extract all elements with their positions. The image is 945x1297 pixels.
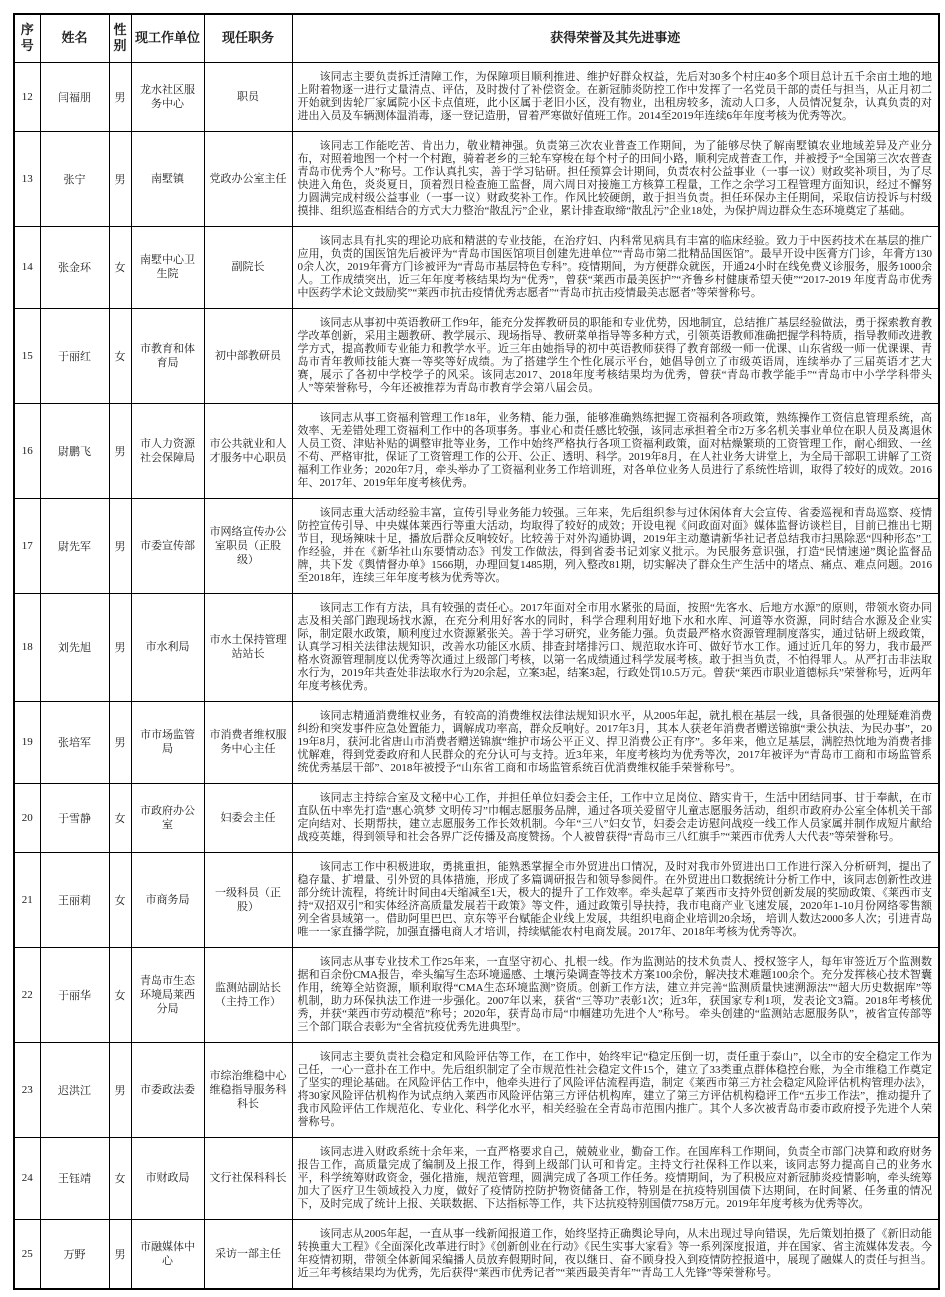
cell-gender: 男 — [109, 701, 131, 783]
table-row — [14, 1042, 939, 1137]
cell-unit: 南墅中心卫生院 — [131, 226, 204, 308]
cell-unit: 市融媒体中心 — [131, 1219, 204, 1289]
cell-deeds: 该同志主要负责拆迁清障工作，为保障项目顺利推进、维护好群众权益，先后对30多个村庄40多个项目总计五千余亩土地的地上附着物逐一进行丈量清点、评估，及时拨付了补偿资金。在新冠肺炎防控工作中发挥了一名党员干部的责任与担当，从正月初二开始就到齿轮厂家属院小区卡点值班，此小区属于老旧小区，没有物业，出租房较多，流动人口多，人员情况复杂，认真负责的对进出入员及车辆测体温消毒，逐一登记造册，冒着严寒做好值班工作。2014至2019年连续6年年度考核为优秀等次。 — [292, 62, 939, 131]
cell-unit: 市商务局 — [131, 852, 204, 947]
cell-name: 王丽莉 — [40, 852, 109, 947]
cell-name: 迟洪江 — [40, 1042, 109, 1137]
cell-position: 采访一部主任 — [204, 1219, 292, 1289]
cell-serial: 23 — [14, 1042, 40, 1137]
cell-deeds: 该同志精通消费维权业务，有较高的消费维权法律法规知识水平，从2005年起，就扎根在基层一线，具备很强的处理疑难消费纠纷和突发事件应急处置能力，调解成功率高，群众反响好。2017年3月，其本人获老年消费者赠送锦旗“秉公执法、为民办事”，2019年8月，获河北省唐山市消费者赠送锦旗“维护市场公平正义、捍卫消费公正有序”。多年来，他立足基层，满腔热忱地为消费者排忧解难，得到党委政府和人民群众的充分认可与支持。近3年来，年度考核均为优秀等次，2017年被评为“青岛市工商和市场监管系统优秀基层干部”、2018年被授予“山东省工商和市场监管系统百优消费维权能手荣誉称号”。 — [292, 701, 939, 783]
cell-gender: 男 — [109, 62, 131, 131]
cell-gender: 女 — [109, 226, 131, 308]
cell-serial: 24 — [14, 1137, 40, 1219]
cell-serial: 12 — [14, 62, 40, 131]
cell-position: 党政办公室主任 — [204, 131, 292, 226]
cell-serial: 16 — [14, 403, 40, 498]
header-row — [14, 14, 939, 62]
cell-serial: 21 — [14, 852, 40, 947]
cell-name: 刘先旭 — [40, 593, 109, 701]
honors-table — [13, 13, 940, 1290]
table-row — [14, 852, 939, 947]
cell-position: 市网络宣传办公室职员（正股级） — [204, 498, 292, 593]
table-row — [14, 1137, 939, 1219]
table-row — [14, 1219, 939, 1289]
cell-position: 职员 — [204, 62, 292, 131]
header-position: 现任职务 — [204, 14, 292, 62]
table-row — [14, 403, 939, 498]
cell-unit: 市委政法委 — [131, 1042, 204, 1137]
cell-deeds: 该同志工作能吃苦、肯出力，敬业精神强。负责第三次农业普查工作期间，为了能够尽快了解南墅镇农业地域差异及产业分布，对照着地图一个村一个村跑，骑着老乡的三轮车穿梭在每个村子的田间小路，顺利完成普查工作，并被授予“全国第三次农普查青岛市优秀个人”称号。工作认真扎实，善于学习钻研。担任预算会计期间，负责农村公益事业（一事一议）财政奖补项目，为了尽快进入角色，炎炎夏日，顶着烈日检查施工监督，周六周日对接施工方核算工程量，工作之余学习工程管理方面知识，经过不懈努力圆满完成村级公益事业（一事一议）财政奖补工作。作风比较硬朗，敢于担当负责。担任环保办主任期间，采取信访投诉与村级摸排、组织巡查相结合的方式大力整治“散乱污”企业，累计排查取缔“散乱污”企业18处，为保护周边群众生态环境奠定了基础。 — [292, 131, 939, 226]
cell-gender: 男 — [109, 498, 131, 593]
cell-gender: 男 — [109, 593, 131, 701]
cell-serial: 25 — [14, 1219, 40, 1289]
cell-deeds: 该同志从2005年起，一直从事一线新闻报道工作，始终坚持正确舆论导向，从未出现过导向错误，先后策划拍摄了《新旧动能转换重大工程》《全面深化改革进行时》《创新创业在行动》《民生实事大家看》等一系列深度报道，并在国家、省主流媒体发表。今年疫情初期，带领全体新闻采编播人员放弃假期时间，夜以继日、奋不顾身投入到疫情防控报道中，展现了融媒人的责任与担当。近三年考核结果均为优秀，先后获得“莱西市优秀记者”“莱西最美青年”“青岛工人先锋”等荣誉称号。 — [292, 1219, 939, 1289]
cell-serial: 13 — [14, 131, 40, 226]
cell-position: 市综治维稳中心维稳指导服务科科长 — [204, 1042, 292, 1137]
cell-name: 张宁 — [40, 131, 109, 226]
table-row — [14, 593, 939, 701]
header-deeds: 获得荣誉及其先进事迹 — [292, 14, 939, 62]
table-row — [14, 783, 939, 852]
cell-gender: 男 — [109, 403, 131, 498]
cell-serial: 20 — [14, 783, 40, 852]
header-unit: 现工作单位 — [131, 14, 204, 62]
cell-position: 监测站副站长（主持工作） — [204, 947, 292, 1042]
cell-gender: 男 — [109, 1042, 131, 1137]
cell-gender: 男 — [109, 131, 131, 226]
table-row — [14, 131, 939, 226]
cell-serial: 14 — [14, 226, 40, 308]
cell-gender: 女 — [109, 1137, 131, 1219]
cell-unit: 市财政局 — [131, 1137, 204, 1219]
header-serial: 序号 — [14, 14, 40, 62]
cell-gender: 女 — [109, 947, 131, 1042]
cell-unit: 市水利局 — [131, 593, 204, 701]
cell-gender: 女 — [109, 852, 131, 947]
cell-deeds: 该同志主要负责社会稳定和风险评估等工作，在工作中，始终牢记“稳定压倒一切，责任重于泰山”，以全市的安全稳定工作为己任，一心一意扑在工作中。先后组织制定了全市规范性社会稳定文件15个，建立了33类重点群体稳控台账，为全市维稳工作奠定了坚实的理论基础。在风险评估工作中，他牵头进行了风险评估流程再造，制定《莱西市第三方社会稳定风险评估机构管理办法》，将30家风险评估机构作为试点纳入莱西市风险评估第三方评估机构库，建立了第三方评估机构稳评工作“五步工作法”，推动提升了我市风险评估工作规范化、专业化、科学化水平，相关经验在全青岛市范围内推广。其个人多次被青岛市委市政府授予先进个人荣誉称号。 — [292, 1042, 939, 1137]
cell-name: 张金环 — [40, 226, 109, 308]
cell-serial: 22 — [14, 947, 40, 1042]
cell-serial: 15 — [14, 308, 40, 403]
table-row — [14, 308, 939, 403]
cell-gender: 女 — [109, 783, 131, 852]
cell-deeds: 该同志从事专业技术工作25年来，一直坚守初心、扎根一线。作为监测站的技术负责人、授权签字人，每年审签近万个监测数据和百余份CMA报告，牵头编写生态环境遥感、土壤污染调查等技术方案100余份，解决技术难题100余个。充分发挥核心技术智囊作用，统筹全站资源，顺利取得“CMA生态环境监测”资质。创新工作方法，建立并完善“监测质量快速溯源法”“超大历史数据库”等机制，助力环保执法工作进一步强化。2007年以来，获省“三等功”表彰1次；近3年，获国家专利1项，发表论文3篇。2018年考核优秀，并获“莱西市劳动模范”称号；2020年，获青岛市局“巾帼建功先进个人”称号。 牵头创建的“监测站志愿服务队”，被省宣传部等三个部门联合表彰为“全省抗疫优秀先进典型”。 — [292, 947, 939, 1042]
cell-deeds: 该同志具有扎实的理论功底和精湛的专业技能，在治疗妇、内科常见病具有丰富的临床经验。致力于中医药技术在基层的推广应用，负责的国医馆先后被评为“青岛市国医馆项目创建先进单位”“青岛市第二批精品国医馆”。最早开设中医膏方门诊，年膏方1300余人次，2019年膏方门诊被评为“青岛市基层特色专科”。疫情期间，为方便群众就医，开通24小时在线免费义诊服务，服务1000余人。工作成绩突出，近三年年度考核结果均为“优秀”，曾获“莱西市最美医护”“齐鲁乡村健康希望天使”“2017-2019 年度青岛市优秀中医药学术论文鼓励奖”“莱西市抗击疫情优秀志愿者”“青岛市抗击疫情最美志愿者”等荣誉称号。 — [292, 226, 939, 308]
cell-deeds: 该同志重大活动经验丰富，宣传引导业务能力较强。三年来，先后组织参与过休闲体育大会宣传、省委巡视和青岛巡察、疫情防控宣传引导、中央媒体莱西行等重大活动，均取得了较好的成效；开设电视《问政面对面》媒体监督访谈栏目，目前已推出七期节目，现场辣味十足，播放后群众反响较好。比较善于对外沟通协调，2019年主动邀请新华社记者总结我市扫黑除恶“四种形态”工作经验，并在《新华社山东要情动态》刊发工作做法，得到省委书记刘家义批示。为民服务意识强，打造“民情速递”舆论监督品牌，共下发《舆情督办单》1566期，办理回复1485期，列入整改81期，切实解决了群众生产生活中的堵点、痛点、难点问题。2016至2018年，连续三年年度考核为优秀等次。 — [292, 498, 939, 593]
cell-deeds: 该同志主持综合室及文秘中心工作，并担任单位妇委会主任，工作中立足岗位、踏实肯干，生活中团结同事、甘于奉献，在市直队伍中率先打造“惠心筑梦 文明传习”巾帼志愿服务品牌，通过各项关爱留守儿童志愿服务活动，组织市政府办公室全体机关干部定向结对、长期帮扶，建立志愿服务工作长效机制。今年“三八”妇女节，妇委会走访慰问战疫一线工作人员家属并制作成短片献给战疫英雄，得到领导和社会各界广泛传播及高度赞扬。个人被曾获得“青岛市三八红旗手”“莱西市优秀人大代表”等荣誉称号。 — [292, 783, 939, 852]
cell-gender: 男 — [109, 1219, 131, 1289]
table-row — [14, 947, 939, 1042]
cell-name: 于丽华 — [40, 947, 109, 1042]
cell-position: 妇委会主任 — [204, 783, 292, 852]
cell-unit: 南墅镇 — [131, 131, 204, 226]
cell-name: 尉鹏飞 — [40, 403, 109, 498]
cell-deeds: 该同志工作有方法，具有较强的责任心。2017年面对全市用水紧张的局面，按照“先客水、后地方水源”的原则，带领水资办同志及相关部门跑现场找水源，在充分利用好客水的同时，科学合理利用好地下水和水库、河道等水资源，同时结合水源及企业实际，制定限水政策，顺利度过水资源紧张关。善于学习研究，业务能力强。负责最严格水资源管理制度落实，通过钻研上级政策，认真学习相关法律法规知识，改善水功能区水质、排查封堵排污口、规范取水许可、做好节水工作。通过近几年的努力，我市最严格水资源管理制度以优秀等次通过上级部门考核，以第一名成绩通过科学发展考核。敢于担当负责，不怕得罪人。从严打击非法取水行为，2019年共查处非法取水行为20余起，立案3起，结案3起，行政处罚10.5万元。曾获“莱西市职业道德标兵”荣誉称号，近两年年度考核优秀。 — [292, 593, 939, 701]
cell-unit: 市人力资源社会保障局 — [131, 403, 204, 498]
cell-position: 市消费者维权服务中心主任 — [204, 701, 292, 783]
cell-serial: 18 — [14, 593, 40, 701]
cell-deeds: 该同志从事工资福利管理工作18年，业务精、能力强，能够准确熟练把握工资福利各项政策，熟练操作工资信息管理系统，高效率、无差错处理工资福利工作中的各项事务。事业心和责任感比较强，该同志承担着全市2万多名机关事业单位在职人员及离退休人员工资、津贴补贴的调整审批等业务，工作中始终严格执行各项工资福利政策，面对枯燥繁琐的工资管理工作，耐心细致、一丝不苟、严格审批，保证了工资管理工作的公开、公正、透明、科学。2019年8月，在人社业务大讲堂上，为全局干部职工讲解了工资福利工作业务；2020年7月，牵头举办了工资福利业务工作培训班，对各单位业务人员进行了系统性培训，取得了较好的成效。2016年、2017年、2019年年度考核优秀。 — [292, 403, 939, 498]
cell-unit: 市委宣传部 — [131, 498, 204, 593]
cell-unit: 青岛市生态环境局莱西分局 — [131, 947, 204, 1042]
cell-serial: 19 — [14, 701, 40, 783]
table-row — [14, 226, 939, 308]
cell-unit: 龙水社区服务中心 — [131, 62, 204, 131]
cell-serial: 17 — [14, 498, 40, 593]
cell-name: 闫福朋 — [40, 62, 109, 131]
cell-name: 尉先军 — [40, 498, 109, 593]
cell-unit: 市市场监管局 — [131, 701, 204, 783]
cell-name: 于丽红 — [40, 308, 109, 403]
header-name: 姓名 — [40, 14, 109, 62]
cell-position: 市公共就业和人才服务中心职员 — [204, 403, 292, 498]
table-body — [14, 62, 939, 1289]
cell-unit: 市教育和体育局 — [131, 308, 204, 403]
header-gender: 性别 — [109, 14, 131, 62]
cell-name: 万野 — [40, 1219, 109, 1289]
cell-deeds: 该同志从事初中英语教研工作9年，能充分发挥教研员的职能和专业优势，因地制宜，总结推广基层经验做法，勇于探索教育教学改革创新，采用主题教研、教学展示、现场指导、教研菜单指导等多种方式，引领英语教师准确把握学科特质，指导教师改进教学方式，提高教师专业能力和教学水平。近三年由她指导的初中英语教师获得了教育部级一师一优课、山东省级一师一优课课、青岛市青年教师技能大赛一等奖等好成绩。为了搭建学生个性化展示平台，她倡导创立了市级英语周，连续举办了三届英语才艺大赛，展示了各初中学校学子的风采。该同志2017、2018年度考核结果均为优秀，曾获“青岛市教学能手”“青岛市中小学学科带头人”等荣誉称号，今年还被推荐为青岛市教育学会第八届会员。 — [292, 308, 939, 403]
cell-gender: 女 — [109, 308, 131, 403]
cell-deeds: 该同志进入财政系统十余年来，一直严格要求自己，兢兢业业，勤奋工作。在国库科工作期间，负责全市部门决算和政府财务报告工作，高质量完成了编制及上报工作，得到上级部门认可和肯定。主持文行社保科工作以来，该同志努力提高自己的业务水平，科学统筹财政资金，强化措施，规范管理，圆满完成了各项工作任务。疫情期间，为了积极应对新冠肺炎疫情影响，牵头统筹加大了医疗卫生领域投入力度，做好了疫情防控防护物资储备工作，特别是在抗疫特别国债下达期间，在时间紧、任务重的情况下，及时完成了统计上报、关联数据、下达指标等工作，共下达抗疫特别国债7758万元。2019年年度考核为优秀等次。 — [292, 1137, 939, 1219]
cell-name: 张培军 — [40, 701, 109, 783]
cell-position: 副院长 — [204, 226, 292, 308]
cell-position: 市水土保持管理站站长 — [204, 593, 292, 701]
cell-unit: 市政府办公室 — [131, 783, 204, 852]
cell-position: 初中部教研员 — [204, 308, 292, 403]
cell-name: 于雪静 — [40, 783, 109, 852]
cell-position: 文行社保科科长 — [204, 1137, 292, 1219]
table-row — [14, 498, 939, 593]
cell-deeds: 该同志工作中积极进取，勇挑重担，能熟悉掌握全市外贸进出口情况，及时对我市外贸进出口工作进行深入分析研判，提出了稳存量、扩增量、引外贸的具体措施，形成了多篇调研报告和领导参阅件。在外贸进出口数据统计分析工作中，该同志创新性改进部分统计流程，将统计时间由4天缩减至1天，极大的提升了工作效率。牵头起草了莱西市支持外贸创新发展的奖励政策、《莱西市支持“双招双引”和实体经济高质量发展若干政策》等文件，通过政策引导扶持，我市电商产业飞速发展，2020年1-10月份网络零售额列全省县域第一。借助阿里巴巴、京东等平台赋能企业线上发展，共组织电商企业培训20余场， 培训人数达2000多人次；引进青岛唯一一家直播学院，加强直播电商人才培训，持续赋能农村电商发展。2017年、2018年考核为优秀等次。 — [292, 852, 939, 947]
table-row — [14, 62, 939, 131]
cell-name: 王钰靖 — [40, 1137, 109, 1219]
table-row — [14, 701, 939, 783]
cell-position: 一级科员（正股） — [204, 852, 292, 947]
